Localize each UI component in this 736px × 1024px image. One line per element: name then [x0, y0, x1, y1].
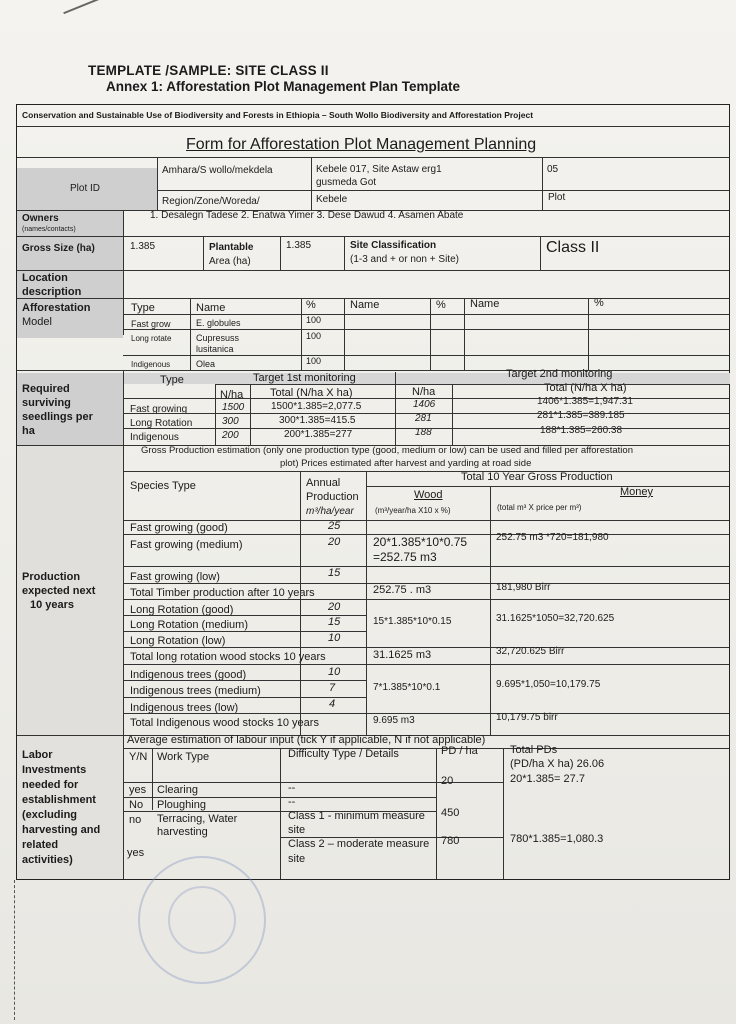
model-pct3-header: % — [594, 297, 604, 309]
prod-row-3-annual: 15 — [328, 567, 341, 579]
project-name: Conservation and Sustainable Use of Biodiversity and Forests in Ethiopia – South Wollo Biodiversity and Afforestation Project — [22, 110, 534, 120]
prod-row-12-species: Total Indigenous wood stocks 10 years — [130, 717, 319, 729]
seedling-row-1-n1: 1500 — [222, 402, 245, 413]
labor-row-4-diff: Class 2 – moderate measure — [288, 838, 430, 850]
model-row-3-name: Olea — [196, 359, 216, 369]
model-label-2: Model — [22, 316, 52, 328]
model-pct2-header: % — [436, 299, 446, 311]
gross-value: 1.385 — [130, 241, 156, 252]
seedling-row-3-type: Indigenous — [130, 432, 179, 443]
rule — [215, 384, 729, 385]
nha2-header: N/ha — [412, 386, 436, 398]
owners-value: 1. Desalegn Tadese 2. Enatwa Yimer 3. Dese Dawud 4. Asamen Abate — [150, 210, 464, 221]
labor-row-3-diff-2: site — [288, 824, 306, 836]
page-edge — [14, 880, 17, 1020]
kebele-value: Kebele 017, Site Astaw erg1 — [316, 164, 442, 175]
rule — [17, 270, 729, 271]
rule — [203, 236, 204, 270]
rule — [123, 599, 729, 600]
labor-row-3-yn: no — [129, 814, 142, 826]
prod-row-5-annual: 20 — [328, 601, 341, 613]
rule — [123, 398, 729, 399]
kebele-value-2: gusmeda Got — [316, 177, 377, 188]
rule — [123, 329, 729, 330]
prod-row-5-species: Long Rotation (good) — [130, 604, 234, 616]
production-label-3: 10 years — [30, 599, 75, 611]
rule — [123, 471, 729, 472]
prod-row-8-species: Total long rotation wood stocks 10 years — [130, 651, 326, 663]
prod-row-6-annual: 15 — [328, 616, 341, 628]
seedling-row-2-t2: 281*1.385=389.185 — [537, 410, 625, 421]
prod-row-2-wood: 20*1.385*10*0.75 — [373, 535, 468, 549]
model-type-header: Type — [131, 302, 155, 314]
model-name3-header: Name — [470, 298, 500, 310]
total1-header: Total (N/ha X ha) — [270, 387, 353, 399]
seedling-row-3-t2: 188*1.385=260.38 — [540, 425, 623, 436]
labor-row-4-pd: 780 — [441, 835, 460, 847]
model-pct-header: % — [306, 299, 316, 311]
model-label: Afforestation — [22, 302, 91, 314]
rule — [366, 486, 729, 487]
labor-label-3: needed for — [22, 779, 79, 791]
labor-row-1-yn: yes — [129, 784, 147, 796]
plantable-value: 1.385 — [286, 240, 312, 251]
model-row-3-type: Indigenous — [131, 360, 171, 369]
rule — [311, 157, 312, 210]
production-label: Production — [22, 571, 81, 583]
prod-row-2-money: 252.75 m3 *720=181,980 — [496, 532, 609, 543]
prod-row-12-wood: 9.695 m3 — [373, 715, 415, 726]
rule — [123, 413, 729, 414]
model-row-2-name-2: lusitanica — [196, 344, 234, 354]
pd-header: PD / ha — [441, 745, 478, 757]
class-label-2: (1-3 and + or non + Site) — [350, 254, 459, 265]
labor-row-2-yn: No — [129, 799, 144, 811]
labor-label-5: (excluding — [22, 809, 78, 821]
class-label: Site Classification — [350, 240, 437, 251]
rule — [123, 680, 366, 681]
prod-row-2-annual: 20 — [328, 536, 341, 548]
yn-header: Y/N — [129, 751, 148, 763]
rule — [123, 370, 124, 879]
rule — [123, 748, 729, 749]
labor-row-4-diff-2: site — [288, 853, 306, 865]
seedling-row-1-t1: 1500*1.385=2,077.5 — [271, 401, 362, 412]
prod-row-4-wood: 252.75 . m3 — [373, 584, 432, 596]
prod-row-8-wood: 31.1625 m3 — [373, 649, 432, 661]
rule — [301, 298, 302, 370]
total2-header: Total (N/ha X ha) — [544, 382, 627, 394]
rule — [366, 471, 367, 735]
seedling-row-1-n2: 1406 — [413, 399, 436, 410]
prod-row-6-money: 31.1625*1050=32,720.625 — [496, 613, 615, 624]
region-value: Amhara/S wollo/mekdela — [162, 165, 273, 176]
seedling-label-2: surviving — [22, 397, 71, 409]
rule — [17, 236, 729, 237]
owners-label: Owners — [22, 213, 59, 224]
seedling-row-3-n2: 188 — [415, 427, 432, 438]
prod-row-1-annual: 25 — [328, 520, 341, 532]
labor-row-1-diff: -- — [288, 782, 296, 794]
work-type-header: Work Type — [157, 751, 210, 763]
prod-row-3-species: Fast growing (low) — [130, 571, 220, 583]
seedling-row-2-n2: 281 — [415, 413, 432, 424]
production-label-2: expected next — [22, 585, 96, 597]
template-title: TEMPLATE /SAMPLE: SITE CLASS II — [88, 63, 329, 78]
prod-row-6-species: Long Rotation (medium) — [130, 619, 249, 631]
rule — [123, 210, 124, 335]
rule — [430, 298, 431, 370]
total-pds-header: Total PDs — [510, 744, 558, 756]
prod-row-2-wood-2: =252.75 m3 — [373, 550, 437, 564]
seedling-row-3-t1: 200*1.385=277 — [284, 429, 353, 440]
rule — [123, 713, 729, 714]
faded-stamp-inner — [168, 886, 236, 954]
gross-label: Gross Size (ha) — [22, 243, 95, 254]
seedling-label-4: ha — [22, 425, 35, 437]
rule — [540, 236, 541, 270]
prod-row-10-wood: 7*1.385*10*0.1 — [373, 682, 441, 693]
model-name-header: Name — [196, 302, 226, 314]
wood-header-2: (m³/year/ha X10 x %) — [375, 506, 451, 515]
rule — [123, 664, 729, 665]
prod-row-10-annual: 7 — [329, 682, 336, 694]
money-header-2: (total m³ X price per m³) — [497, 503, 582, 512]
plantable-label: Plantable — [209, 242, 254, 253]
prod-row-11-species: Indigenous trees (low) — [130, 702, 239, 714]
rule — [344, 298, 345, 370]
labor-label-4: establishment — [22, 794, 96, 806]
wood-header: Wood — [414, 489, 443, 501]
model-row-2-type: Long rotate — [131, 334, 172, 343]
rule — [215, 384, 216, 445]
rule — [17, 157, 729, 158]
rule — [542, 157, 543, 210]
seedling-type-header: Type — [160, 374, 184, 386]
rule — [157, 190, 729, 191]
rule — [250, 384, 251, 445]
plantable-label-2: Area (ha) — [209, 256, 251, 267]
rule — [588, 298, 589, 370]
annual-header-1: Annual — [306, 477, 341, 489]
labor-row-4-yn: yes — [127, 847, 145, 859]
location-label: Location — [22, 272, 68, 284]
nha1-header: N/ha — [220, 389, 244, 401]
rule — [152, 748, 153, 810]
prod-row-12-money: 10,179.75 birr — [496, 712, 558, 723]
seedling-row-2-n1: 300 — [222, 416, 239, 427]
seedling-header-shade — [124, 373, 730, 384]
rule — [436, 748, 437, 879]
rule — [17, 126, 729, 127]
seedling-row-2-type: Long Rotation — [130, 418, 193, 429]
labor-row-1-total: 20*1.385= 27.7 — [510, 773, 585, 785]
prod-row-7-species: Long Rotation (low) — [130, 635, 226, 647]
labor-row-3-work-2: harvesting — [157, 826, 208, 838]
seedling-label: Required — [22, 383, 70, 395]
prod-row-6-wood: 15*1.385*10*0.15 — [373, 616, 452, 627]
money-header: Money — [620, 486, 654, 498]
seedling-row-1-t2: 1406*1.385=1,947.31 — [537, 396, 633, 407]
prod-row-10-money: 9.695*1,050=10,179.75 — [496, 679, 601, 690]
prod-row-2-species: Fast growing (medium) — [130, 539, 243, 551]
prod-row-9-annual: 10 — [328, 666, 341, 678]
seedling-row-2-t1: 300*1.385=415.5 — [279, 415, 356, 426]
model-row-1-name: E. globules — [196, 318, 241, 328]
rule — [157, 157, 158, 210]
rule — [123, 647, 729, 648]
plot-label: Plot — [548, 192, 566, 203]
total-gross-header: Total 10 Year Gross Production — [461, 471, 613, 483]
rule — [395, 372, 396, 445]
rule — [123, 314, 729, 315]
labor-row-4-total: 780*1.385=1,080.3 — [510, 833, 604, 845]
rule — [123, 520, 729, 521]
form-title: Form for Afforestation Plot Management Planning — [186, 136, 537, 153]
labor-row-2-work: Ploughing — [157, 799, 206, 811]
model-row-1-type: Fast grow — [131, 319, 171, 329]
labor-label-7: related — [22, 839, 59, 851]
difficulty-header: Difficulty Type / Details — [288, 748, 399, 760]
seedling-row-3-n1: 200 — [222, 430, 239, 441]
plot-value: 05 — [547, 164, 559, 175]
model-name2-header: Name — [350, 299, 380, 311]
prod-row-4-money: 181,980 Birr — [496, 582, 551, 593]
model-row-3-pct: 100 — [306, 356, 322, 366]
location-label-2: description — [22, 286, 82, 298]
class-value: Class II — [546, 239, 600, 256]
prod-row-1-species: Fast growing (good) — [130, 522, 228, 534]
rule — [344, 236, 345, 270]
rule — [280, 236, 281, 270]
rule — [123, 566, 729, 567]
production-note-2: plot) Prices estimated after harvest and yarding at road side — [280, 458, 532, 469]
model-row-1-pct: 100 — [306, 315, 322, 325]
prod-row-11-annual: 4 — [329, 698, 336, 710]
labor-row-2-diff: -- — [288, 796, 296, 808]
rule — [190, 298, 191, 370]
labor-label: Labor — [22, 749, 53, 761]
model-row-2-pct: 100 — [306, 331, 322, 341]
labor-label-6: harvesting and — [22, 824, 101, 836]
annex-title: Annex 1: Afforestation Plot Management Plan Template — [106, 79, 461, 94]
prod-row-4-species: Total Timber production after 10 years — [130, 587, 315, 599]
labor-row-3-diff: Class 1 - minimum measure — [288, 810, 425, 822]
rule — [452, 384, 453, 445]
rule — [490, 486, 491, 735]
owners-sublabel: (names/contacts) — [22, 226, 76, 233]
species-header: Species Type — [130, 480, 196, 492]
rule — [280, 748, 281, 879]
seedling-label-3: seedlings per — [22, 411, 93, 423]
rule — [123, 355, 729, 356]
rule — [503, 748, 504, 879]
labor-row-3-work: Terracing, Water — [157, 813, 238, 825]
prod-row-8-money: 32,720.625 Birr — [496, 646, 565, 657]
labor-label-2: Investments — [22, 764, 87, 776]
region-label: Region/Zone/Woreda/ — [162, 196, 260, 207]
kebele-label: Kebele — [316, 194, 348, 205]
prod-row-10-species: Indigenous trees (medium) — [130, 685, 261, 697]
rule — [300, 471, 301, 735]
prod-row-9-species: Indigenous trees (good) — [130, 669, 247, 681]
plot-id-label: Plot ID — [70, 183, 101, 194]
production-note-1: Gross Production estimation (only one production type (good, medium or low) can be used and filled per afforestation — [141, 445, 633, 456]
seedling-row-1-type: Fast growing — [130, 404, 188, 415]
labor-label-8: activities) — [22, 854, 73, 866]
labor-row-1-work: Clearing — [157, 784, 198, 796]
prod-row-7-annual: 10 — [328, 632, 341, 644]
rule — [464, 298, 465, 370]
rule — [123, 428, 729, 429]
labor-row-3-pd: 450 — [441, 807, 460, 819]
labor-note: Average estimation of labour input (tick Y if applicable, N if not applicable) — [127, 734, 486, 746]
target1-header: Target 1st monitoring — [253, 372, 356, 384]
target2-header: Target 2nd monitoring — [506, 368, 613, 380]
model-row-2-name: Cupresuss — [196, 333, 240, 343]
labor-row-1-pd: 20 — [441, 775, 454, 787]
annual-header-3: m³/ha/year — [306, 506, 354, 517]
annual-header-2: Production — [306, 491, 359, 503]
total-pds-header-2: (PD/ha X ha) 26.06 — [510, 758, 605, 770]
